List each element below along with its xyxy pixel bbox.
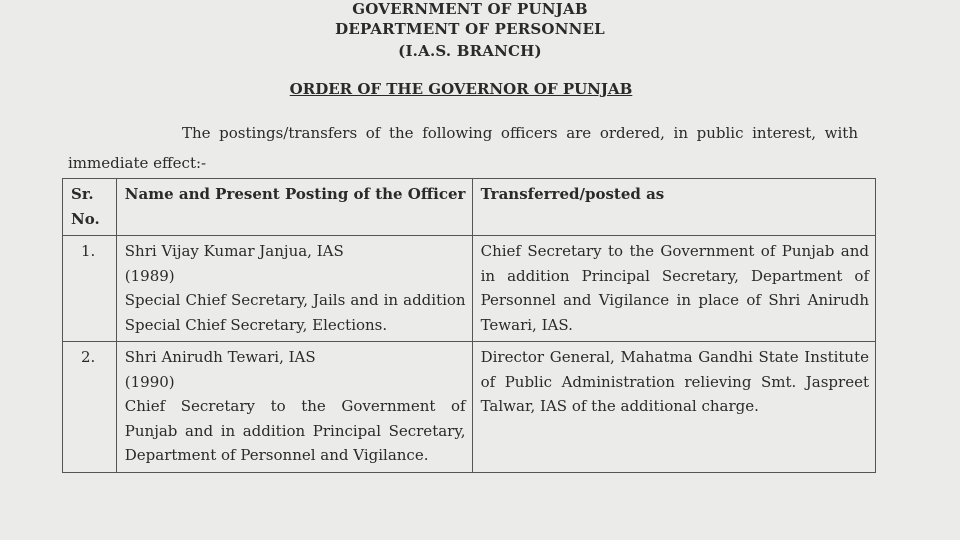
present-posting: Chief Secretary to the Government of Punjab and in addition Principal Secretary, Department of Personnel and Vigilance. [124, 397, 466, 464]
officer-cell [116, 236, 472, 342]
officer-cell [116, 342, 472, 473]
column-header-name: Name and Present Posting of the Officer [116, 179, 472, 236]
transferred-as: Chief Secretary to the Government of Punjab and in addition Principal Secretary, Department of Personnel and Vigilance in place of Shri Anirudh Tewari, IAS. [472, 236, 875, 342]
header-government: GOVERNMENT OF PUNJAB [352, 0, 588, 18]
postings-table [62, 178, 876, 473]
transferred-as: Director General, Mahatma Gandhi State Institute of Public Administration relieving Smt. Jaspreet Talwar, IAS of the additional charge. [472, 342, 875, 473]
order-title: ORDER OF THE GOVERNOR OF PUNJAB [289, 80, 633, 98]
officer-batch: (1989) [124, 266, 175, 285]
column-header-transferred: Transferred/posted as [472, 179, 875, 236]
header-branch: (I.A.S. BRANCH) [398, 42, 542, 60]
present-posting: Special Chief Secretary, Jails and in addition Special Chief Secretary, Elections. [124, 291, 466, 334]
officer-name: Shri Vijay Kumar Janjua, IAS [124, 242, 344, 260]
row-sr: 2. [63, 342, 117, 473]
header-department: DEPARTMENT OF PERSONNEL [335, 20, 605, 38]
officer-name: Shri Anirudh Tewari, IAS [124, 348, 316, 366]
row-sr: 1. [63, 236, 117, 342]
table-row [63, 342, 876, 473]
column-header-sr: Sr. No. [63, 179, 117, 236]
intro-paragraph: The postings/transfers of the following officers are ordered, in public interest, with immediate effect:- [68, 124, 858, 172]
table-header-row [63, 179, 876, 236]
table-row [63, 236, 876, 342]
officer-batch: (1990) [124, 372, 175, 391]
